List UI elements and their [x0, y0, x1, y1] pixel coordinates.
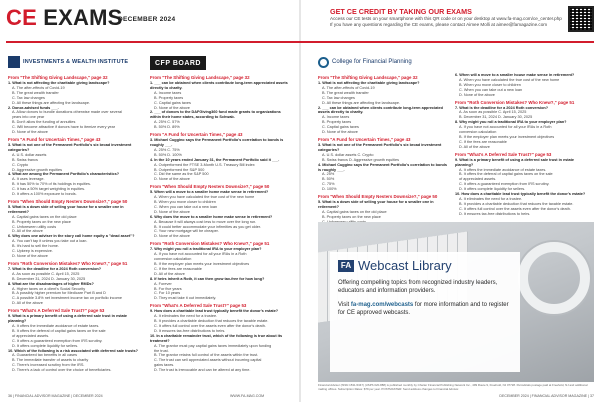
answer-option: B. It provides a charitable deduction that reduces the taxable estate.: [459, 201, 574, 206]
answer-option: A. The after-effects of Covid-19: [12, 85, 65, 90]
answer-option: C. Did the same as the S&P 500: [154, 172, 209, 177]
section-source-heading: From "The Shifting Giving Landscape," page 32: [150, 75, 250, 80]
cfp-board-logo: CFP BOARD: [150, 56, 206, 70]
answer-option: C. For 10 years: [154, 291, 181, 296]
answer-option: years into one year: [12, 115, 45, 120]
answer-option: C. When you can take out a new loan: [459, 87, 523, 92]
promo-heading: GET CE CREDIT BY TAKING OUR EXAMS: [330, 7, 472, 16]
answer-option: A. As soon as possible C. April 15, 2025: [459, 110, 527, 115]
answer-option: C. It offers full control over the assets even after the donor's death.: [459, 206, 571, 211]
iwi-logo-text: INVESTMENTS & WEALTH INSTITUTE: [23, 59, 129, 65]
answer-option: D. None of the above: [154, 177, 190, 182]
answer-option: D. None of the above: [154, 234, 190, 239]
answer-option: B. It's hard to sell the home.: [12, 244, 59, 249]
answer-option: D. 100%: [322, 187, 337, 192]
footer-url: WWW.FA-MAG.COM: [230, 394, 265, 398]
exam-column-cfp: [150, 73, 290, 373]
exam-column-college-cont: [455, 73, 593, 217]
answer-option: B. Property taxes: [322, 120, 352, 125]
answer-option: D. Aggressive growth equities: [12, 167, 63, 172]
section-source-heading: From "A Fund for Uncertain Times," page 43: [8, 136, 101, 142]
section-source-heading: From "What's A Deferred Sale Trust?" page 53: [455, 151, 552, 157]
exam-question: 3. What is not one of the Permanent Portfolio's six broad investment categories?: [8, 142, 132, 152]
section-source-heading: From "When Should Empty Nesters Downsize?," page 50: [8, 198, 128, 204]
exam-question: 6. Why does one adviser in the story call home equity a "dead asset"?: [8, 234, 135, 239]
promo-line: If you have any questions regarding the CE exams, please contact Aimee Molli at aimee@famagazine.com: [330, 22, 548, 27]
answer-option: B. When you move closer to children: [459, 82, 521, 87]
answer-option: B. Swiss francs: [12, 157, 38, 162]
answer-option: B. A possibly higher premium for Medicare Part B and D: [12, 291, 106, 296]
answer-option: D. None of the above: [322, 130, 358, 135]
exam-question: 10. Which of the following is a risk associated with deferred sale trusts?: [8, 348, 138, 353]
exam-column-college: [318, 73, 450, 229]
page-gutter: [299, 0, 301, 402]
answer-option: C. If the fees are reasonable: [459, 139, 507, 144]
answer-option: B. It provides a charitable deduction that reduces the taxable estate.: [154, 319, 269, 324]
answer-option: D. It offers complete liquidity for sellers.: [12, 343, 79, 348]
exam-question: 9. How does a charitable lead trust typically benefit the donor's estate?: [150, 309, 279, 314]
answer-option: D. None of the above: [12, 130, 48, 135]
answer-option: C. It offers full control over the assets even after the donor's death.: [154, 323, 266, 328]
headphones-image: [518, 242, 590, 314]
exam-question: 1. ___ can be obtained when clients contribute long-term appreciated assets directly to charity.: [150, 81, 288, 90]
investments-wealth-logo: [8, 55, 128, 69]
answer-option: B. The great wealth transfer: [322, 90, 369, 95]
answer-option: B. Don't allow the funding of annuities: [12, 120, 76, 125]
exam-question: 5. What is a down side of selling your house for a smaller one in retirement?: [318, 200, 434, 209]
answer-option: D. All of the above: [154, 271, 185, 276]
answer-option: the trust.: [154, 348, 169, 353]
exam-question: 5. What is a down side of selling your house for a smaller one in retirement?: [8, 204, 124, 214]
answer-option: A. U.S. dollar assets: [12, 152, 47, 157]
answer-option: C. It offers a guaranteed exemption from IRS scrutiny.: [12, 338, 103, 343]
answer-option: A. It eliminates the need for a trustee.: [459, 196, 523, 201]
promo-line: Access our CE tests on your smartphone with this QR code or on your desktop at www.fa-mag.com/ce_center.php: [330, 16, 562, 21]
answer-option: D. All these things are affecting the landscape.: [12, 100, 91, 105]
exam-question: 8. What are the disadvantages of higher RMDs?: [8, 281, 94, 286]
exam-column-iwi: [8, 73, 144, 373]
answer-option: D. All of the above: [12, 229, 43, 234]
answer-option: B. Property taxes on the new place: [12, 219, 71, 224]
exam-question: 10. How does a charitable lead trust typically benefit the donor's estate?: [455, 192, 586, 197]
answer-option: D. They must take it out immediately.: [154, 296, 217, 301]
exam-question: 7. What is the deadline for a 2024 Roth conversion?: [455, 105, 549, 110]
exam-question: 7. What is the deadline for a 2024 Roth conversion?: [8, 266, 102, 271]
answer-option: B. December 31, 2024 D. January 30, 2025: [459, 115, 533, 120]
page-title: [6, 5, 123, 31]
answer-option: B. Property taxes: [154, 95, 184, 100]
webcast-logo: [338, 258, 512, 273]
exam-question: 3. What is not one of the Permanent Portfolio's six broad investment categories?: [318, 142, 442, 152]
webcast-url-text: [338, 301, 512, 317]
exam-question: 5. When will a move to a smaller home make sense in retirement?: [150, 190, 269, 195]
exam-question: 1. What is not affecting the charitable giving landscape?: [318, 81, 420, 85]
answer-option: A. When you have calculated the true cost of the new home: [154, 195, 255, 200]
answer-option: A. If you have not accounted for all your IRAs in a Roth: [154, 252, 247, 257]
answer-option: A. Higher taxes on a client's Social Security: [12, 286, 86, 291]
exam-question: 8. If heirs inherit a Roth, it can then grow tax-free for how long?: [150, 276, 265, 281]
answer-option: B. December 31, 2024 D. January 30, 2025: [12, 276, 86, 281]
answer-option: A. You can't tap it unless you take out a loan.: [12, 239, 88, 244]
header-divider: [6, 41, 594, 43]
answer-option: gains taxes.: [154, 363, 175, 368]
title-exams: EXAMS: [36, 5, 123, 30]
url-suffix: for more information and to register for CE approved webcasts.: [338, 302, 509, 316]
exam-question: 9. What is a primary benefit of using a deferred sale trust in estate planning?: [455, 157, 575, 167]
answer-option: A. The grantor must pay capital gains taxes immediately upon funding: [154, 343, 272, 348]
answer-option: A. 25%: [322, 172, 335, 177]
answer-option: B. If the employer plan meets your investment objectives: [154, 262, 250, 266]
exam-question: 10. In a charitable remainder trust, which of the following is true about its treatment?: [150, 333, 283, 343]
answer-option: A. As soon as possible C. April 15, 2025: [12, 271, 80, 276]
answer-option: of appreciated assets.: [12, 333, 50, 338]
answer-option: C. Tax law changes: [12, 95, 45, 100]
answer-option: D. It offers complete liquidity for sellers.: [459, 187, 526, 192]
answer-option: A. Outperformed the FTSE 3-Month U.S. Treasury Bill index: [154, 162, 255, 167]
webcast-description: Offering compelling topics from recognized industry leaders, educators and information providers.: [338, 280, 498, 294]
answer-option: B. It offers the deferral of capital gains taxes on the sale: [12, 328, 106, 333]
fa-logo-icon: FA: [338, 260, 354, 272]
answer-option: B. 50%: [322, 177, 335, 182]
section-source-heading: From "The Shifting Giving Landscape," page 32: [318, 75, 418, 80]
answer-option: B. It offers the deferral of capital gains taxes on the sale: [459, 172, 553, 177]
answer-option: C. 75%: [322, 182, 335, 187]
answer-option: B. If the employer plan meets your investment objectives: [459, 134, 555, 139]
answer-option: C. Tax law changes: [322, 95, 355, 100]
answer-option: B. It could better accommodate your infirmities as you get older.: [154, 224, 261, 229]
fine-print: Financial Advisor (ISSN 1531-5347) (USPS 020-888) is published monthly by Charter Financial Publishing Network Inc., 499 Route 9, Freehold, NJ 07728. Periodicals postage paid at Freehold, NJ and additional mailing offices. Subscription Rates: $79 per year. POSTMASTER: Send address changes to Financial Advisor.: [318, 383, 588, 391]
answer-option: A. It offers the immediate avoidance of estate taxes.: [12, 323, 100, 328]
webcast-link[interactable]: fa-mag.com/webcasts: [350, 302, 414, 308]
answer-option: D. None of the above: [154, 105, 190, 110]
webcast-title: Webcast Library: [358, 258, 452, 273]
answer-option: A. It offers the immediate avoidance of estate taxes.: [459, 167, 547, 172]
answer-option: C. Will become attractive if donors have to itemize every year: [12, 125, 115, 130]
answer-option: A. If you have not accounted for all your IRAs in a Roth: [459, 125, 552, 130]
answer-option: conversion calculation: [154, 257, 192, 262]
section-source-heading: From "A Fund for Uncertain Times," page 43: [150, 132, 243, 138]
section-source-heading: From "What's A Deferred Sale Trust?" page 53: [8, 308, 105, 314]
url-prefix: Visit: [338, 302, 351, 308]
section-source-heading: From "What's A Deferred Sale Trust?" page 53: [150, 303, 247, 309]
exam-question: 2. ___ of donors to the DAFGiving360 fund made grants to organizations within their home states, according to Schwab.: [150, 110, 281, 120]
answer-option: D. The trust is irrevocable and can be altered at any time.: [154, 368, 251, 373]
webcast-ad[interactable]: [318, 222, 594, 382]
exam-question: 2. Donor-advised funds ___.: [8, 105, 59, 110]
answer-option: C. The trust can sell appreciated assets without incurring capital: [154, 358, 262, 363]
exam-question: 6. When will a move to a smaller house make sense in retirement?: [455, 73, 575, 77]
answer-option: A. U.S. dollar assets C. Crypto: [322, 152, 374, 157]
footer-right: DECEMBER 2024 | FINANCIAL ADVISOR MAGAZINE | 37: [499, 394, 594, 398]
footer-left: 36 | FINANCIAL ADVISOR MAGAZINE | DECEMBER 2024: [8, 394, 103, 398]
exam-question: 7. Why might you roll a traditional IRA to your employer plan?: [150, 247, 262, 252]
title-ce: CE: [6, 5, 37, 30]
answer-option: A. Capital gains taxes on the old place: [322, 209, 387, 214]
answer-option: A. Forever: [154, 281, 172, 286]
section-source-heading: From "When Should Empty Nesters Downsize?," page 50: [318, 194, 438, 200]
section-source-heading: From "The Shifting Giving Landscape," page 32: [8, 75, 108, 80]
exam-question: 8. Why might you roll a traditional IRA to your employer plan?: [455, 120, 567, 125]
exam-question: 1. What is not affecting the charitable giving landscape?: [8, 81, 110, 85]
answer-option: D. It ensures tax-free distributions to heirs.: [459, 211, 531, 216]
answer-option: C. Crypto: [12, 162, 29, 167]
answer-option: D. None of the above: [12, 254, 48, 258]
answer-option: A. Capital gains taxes on the old place: [12, 214, 77, 219]
answer-option: C. It offers a guaranteed exemption from IRS scrutiny.: [459, 182, 550, 187]
exam-question: 2. ___ can be obtained when clients contribute long-term appreciated assets directly to charity.: [318, 105, 443, 115]
answer-option: B. Swiss francs D. Aggressive growth equities: [322, 157, 400, 162]
answer-option: C. Your new mortgage will be cheaper.: [154, 229, 219, 234]
answer-option: D. It offers a 100% exposure to bonds.: [12, 192, 77, 197]
section-source-heading: From "A Fund for Uncertain Times," page 43: [318, 136, 411, 142]
answer-option: D. None of the above: [459, 92, 495, 97]
answer-option: A. The after-effects of Covid-19: [322, 85, 375, 90]
webcast-card: [330, 252, 520, 372]
section-source-heading: From "Roth Conversion Mistakes? Who Knew?," page 51: [150, 241, 270, 247]
answer-option: D. There's a lack of control over the choice of beneficiaries.: [12, 368, 112, 373]
answer-option: D. All of the above: [12, 301, 43, 306]
answer-option: A. 25% C. 75%: [154, 147, 180, 152]
issue-date: DECEMBER 2024: [118, 16, 176, 23]
answer-option: B. Property taxes on the new place: [322, 214, 381, 219]
exam-question: 4. In the 10 years ended January 31, the Permanent Portfolio said it ___.: [150, 157, 280, 162]
answer-option: A. Because it will always cost less to move over the long run.: [154, 219, 257, 224]
answer-option: A. Income taxes: [154, 90, 182, 95]
answer-option: A. 25% C. 57%: [154, 120, 180, 125]
answer-option: conversion calculation: [459, 130, 497, 135]
answer-option: D. All of the above: [459, 144, 490, 149]
cfpl-logo-text: College for Financial Planning: [332, 59, 412, 65]
exam-question: 6. Why does the move to a smaller home make sense in retirement?: [150, 214, 273, 219]
answer-option: B. For five years: [154, 286, 182, 291]
college-financial-planning-logo: [318, 55, 412, 69]
answer-option: B. The grantor retains full control of the assets within the trust.: [154, 353, 259, 358]
answer-option: B. The immediate transfer of assets to charity: [12, 358, 89, 363]
answer-option: B. It has 50% to 70% of its holdings in equities.: [12, 182, 91, 187]
exam-question: 4. What are among the Permanent Portfolio's characteristics?: [8, 172, 120, 177]
answer-option: A. Guaranteed tax benefits in all cases: [12, 353, 78, 358]
answer-option: B. Outperformed the S&P 500: [154, 167, 205, 172]
answer-option: C. Capital gains taxes: [154, 100, 191, 105]
section-source-heading: From "Roth Conversion Mistakes? Who Knew?," page 51: [8, 260, 128, 266]
answer-option: B. 50% D. 100%: [154, 152, 182, 157]
answer-option: C. Unforeseen utility costs: [12, 224, 57, 229]
answer-option: A. It eliminates the need for a trustee.: [154, 314, 218, 319]
iwi-mark-icon: [8, 56, 20, 68]
section-source-heading: From "Roth Conversion Mistakes? Who Knew?," page 51: [455, 99, 575, 105]
answer-option: C. Capital gains taxes: [322, 125, 359, 130]
section-source-heading: From "When Should Empty Nesters Downsize?," page 50: [150, 184, 270, 190]
answer-option: C. When you can take out a new loan: [154, 204, 218, 209]
qr-code-icon[interactable]: [568, 6, 594, 32]
exam-question: 9. What is a primary benefit of using a deferred sale trust in estate planning?: [8, 314, 128, 324]
answer-option: C. Upkeep is expensive.: [12, 249, 53, 254]
ce-promo: [330, 7, 560, 28]
answer-option: D. None of the above: [154, 209, 190, 214]
answer-option: D. All these things are affecting the landscape.: [322, 100, 401, 105]
answer-option: A. When you have calculated the true cost of the new home: [459, 77, 560, 82]
answer-option: B. 50% D. 89%: [154, 125, 180, 130]
answer-option: B. When you move closer to children: [154, 200, 216, 205]
answer-option: C. There's increased scrutiny from the IRS.: [12, 363, 85, 368]
answer-option: A. Income taxes: [322, 115, 350, 120]
answer-option: B. The great wealth transfer: [12, 90, 59, 95]
exam-question: 4. Michael Cuggino says the Permanent Portfolio's correlation to bonds is roughly ___.: [318, 162, 447, 172]
answer-option: A. It uses leverage.: [12, 177, 45, 182]
answer-option: D. It ensures tax-free distributions to heirs.: [154, 328, 226, 333]
exam-question: 3. Michael Cuggino says the Permanent Portfolio's correlation to bonds is roughly ___.: [150, 138, 284, 147]
answer-option: of appreciated assets.: [459, 177, 497, 182]
answer-option: C. It has a 50% target weighting in equities.: [12, 187, 86, 192]
cfp-college-mark-icon: [318, 57, 329, 68]
answer-option: C. A possible 3.8% net investment income tax on portfolio income: [12, 296, 122, 301]
answer-option: C. If the fees are reasonable: [154, 266, 202, 271]
answer-option: A. Allow donors to bundle donations otherwise made over several: [12, 110, 122, 115]
